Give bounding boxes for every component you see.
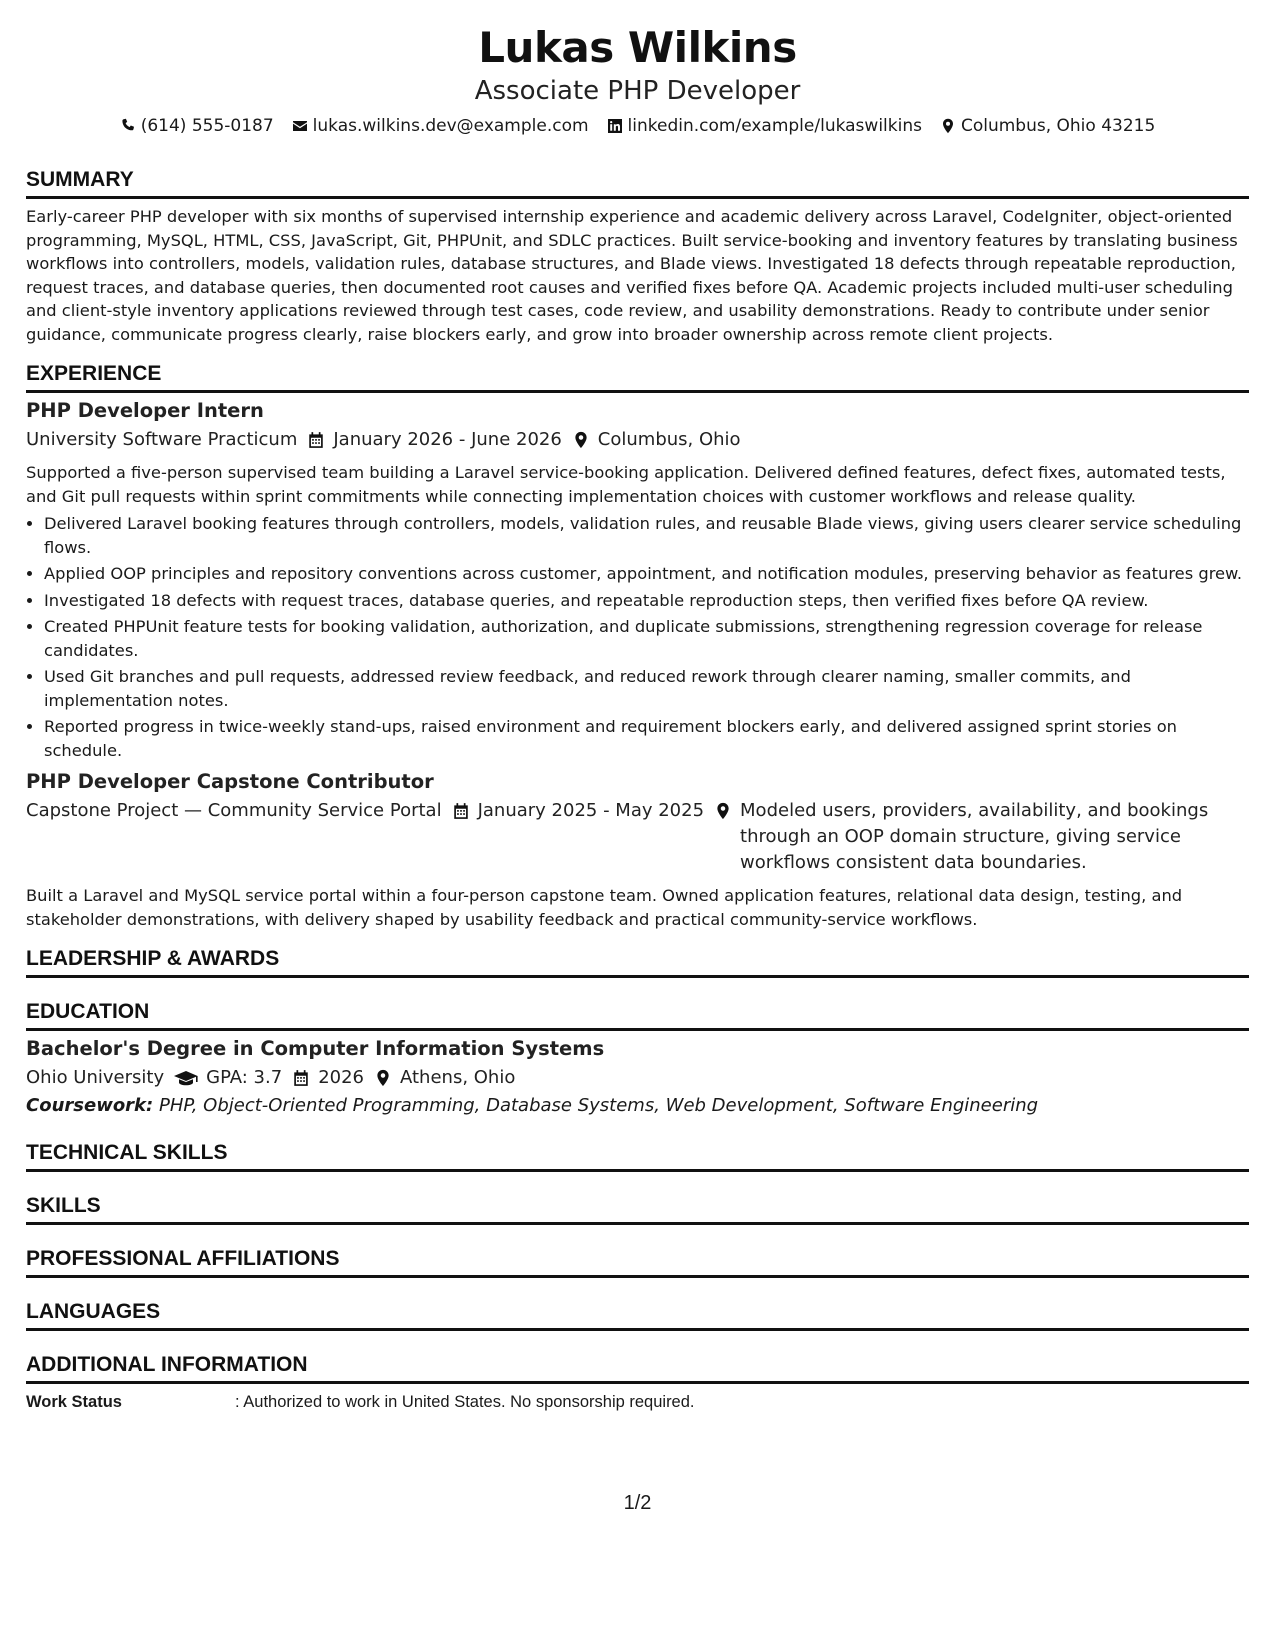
education-location-text: Athens, Ohio [400, 1067, 516, 1088]
linkedin-icon [607, 118, 623, 134]
job-bullet: • Reported progress in twice-weekly stand-ups, raised environment and requirement blockers early, and delivered assigned sprint stories on schedule. [44, 715, 1249, 762]
affiliations-section [26, 1245, 1249, 1278]
job-meta [26, 427, 1249, 453]
envelope-icon [292, 118, 308, 134]
job-location [714, 798, 1249, 876]
job-dates [307, 427, 561, 453]
section-title-affiliations: PROFESSIONAL AFFILIATIONS [26, 1245, 1249, 1278]
job-org [26, 798, 442, 824]
leadership-section [26, 945, 1249, 978]
map-pin-icon [714, 802, 732, 820]
section-title-languages: LANGUAGES [26, 1298, 1249, 1331]
job-bullet: • Used Git branches and pull requests, addressed review feedback, and reduced rework through clearer naming, smaller commits, and implementation notes. [44, 665, 1249, 712]
school-name-text: Ohio University [26, 1067, 165, 1088]
phone-icon [120, 118, 136, 134]
job-bullet: • Delivered Laravel booking features through controllers, models, validation rules, and reusable Blade views, giving users clearer service scheduling flows. [44, 512, 1249, 559]
contact-location [940, 114, 1155, 138]
summary-section [26, 166, 1249, 346]
section-title-skills: SKILLS [26, 1192, 1249, 1225]
job-description: Supported a five-person supervised team building a Laravel service-booking application. Delivered defined features, defect fixes, automated tests, and Git pull requests within sprint commitments while connecting implementation choices with customer workflows and release quality. [26, 463, 1226, 506]
job-org [26, 427, 297, 453]
education-year-text: 2026 [318, 1067, 364, 1088]
section-title-additional: ADDITIONAL INFORMATION [26, 1351, 1249, 1384]
summary-text: Early-career PHP developer with six months of supervised internship experience and academic delivery across Laravel, CodeIgniter, object-oriented programming, MySQL, HTML, CSS, JavaScript, Git, PHPUnit, and SDLC practices. Built service-booking and inventory features by translating business workflows into controllers, models, validation rules, database structures, and Blade views. Investigated 18 defects through repeatable reproduction, request traces, and database queries, then documented root causes and verified fixes before QA. Academic projects included multi-user scheduling and client-style inventory applications reviewed through test cases, code review, and usability demonstrations. Ready to contribute under senior guidance, communicate progress clearly, raise blockers early, and grow into broader ownership across remote client projects. [26, 207, 1238, 344]
job-description: Built a Laravel and MySQL service portal within a four-person capstone team. Owned application features, relational data design, testing, and stakeholder demonstrations, with delivery shaped by usability feedback and practical community-service workflows. [26, 886, 1183, 929]
section-title-technical-skills: TECHNICAL SKILLS [26, 1139, 1249, 1172]
education-section [26, 998, 1249, 1119]
candidate-name: Lukas Wilkins [478, 23, 797, 72]
job-meta [26, 798, 1249, 876]
contact-phone[interactable] [120, 114, 274, 138]
education-location [374, 1065, 515, 1091]
degree-title: Bachelor's Degree in Computer Information Systems [26, 1037, 605, 1060]
job-entry [26, 397, 1249, 762]
work-status-label: Work Status [26, 1393, 122, 1411]
resume-page [26, 20, 1249, 1414]
coursework [26, 1093, 1249, 1119]
contact-email[interactable] [292, 114, 589, 138]
technical-skills-section [26, 1139, 1249, 1172]
job-dates-text: January 2026 - June 2026 [333, 429, 562, 450]
map-pin-icon [374, 1069, 392, 1087]
job-location [572, 427, 741, 453]
job-dates-text: January 2025 - May 2025 [477, 800, 705, 821]
additional-section [26, 1351, 1249, 1414]
calendar-icon [307, 431, 325, 449]
coursework-list: PHP, Object-Oriented Programming, Database Systems, Web Development, Software Engineering [158, 1095, 1039, 1116]
section-title-summary: SUMMARY [26, 166, 1249, 199]
contact-linkedin[interactable] [607, 114, 922, 138]
job-dates [452, 798, 704, 824]
job-bullet: • Applied OOP principles and repository conventions across customer, appointment, and notification modules, preserving behavior as features grew. [44, 562, 1249, 586]
email-text: lukas.wilkins.dev@example.com [312, 116, 589, 136]
job-org-text: Capstone Project — Community Service Portal [26, 800, 442, 821]
job-title: PHP Developer Capstone Contributor [26, 770, 434, 793]
section-title-education: EDUCATION [26, 998, 1249, 1031]
job-location-text: Columbus, Ohio [597, 429, 741, 450]
job-location-text: Modeled users, providers, availability, and bookings through an OOP domain structure, giving service workflows consistent data boundaries. [740, 800, 1209, 873]
job-bullet: • Created PHPUnit feature tests for booking validation, authorization, and duplicate submissions, strengthening regression coverage for release candidates. [44, 615, 1249, 662]
section-title-experience: EXPERIENCE [26, 360, 1249, 393]
linkedin-text: linkedin.com/example/lukaswilkins [627, 116, 922, 136]
education-year [292, 1065, 364, 1091]
school-name [26, 1065, 164, 1091]
work-status-value: : Authorized to work in United States. No sponsorship required. [235, 1393, 695, 1411]
gpa-text: GPA: 3.7 [206, 1067, 283, 1088]
experience-section [26, 360, 1249, 931]
resume-header [26, 20, 1249, 138]
job-entry [26, 768, 1249, 931]
location-text: Columbus, Ohio 43215 [960, 116, 1156, 136]
job-org-text: University Software Practicum [26, 429, 298, 450]
gpa [174, 1065, 282, 1091]
contact-bar [26, 114, 1249, 138]
calendar-icon [292, 1069, 310, 1087]
skills-section [26, 1192, 1249, 1225]
candidate-role: Associate PHP Developer [474, 76, 801, 106]
languages-section [26, 1298, 1249, 1331]
job-bullets [26, 512, 1249, 762]
coursework-label: Coursework: [26, 1095, 154, 1116]
map-pin-icon [940, 118, 956, 134]
work-status-row [26, 1390, 1249, 1414]
map-pin-icon [572, 431, 590, 449]
section-title-leadership: LEADERSHIP & AWARDS [26, 945, 1249, 978]
graduation-cap-icon [174, 1069, 198, 1087]
job-bullet: • Investigated 18 defects with request traces, database queries, and repeatable reproduction steps, then verified fixes before QA review. [44, 589, 1249, 613]
education-meta [26, 1065, 1249, 1091]
phone-text: (614) 555-0187 [140, 116, 274, 136]
job-title: PHP Developer Intern [26, 399, 264, 422]
calendar-icon [452, 802, 470, 820]
page-number: 1/2 [623, 1492, 652, 1514]
